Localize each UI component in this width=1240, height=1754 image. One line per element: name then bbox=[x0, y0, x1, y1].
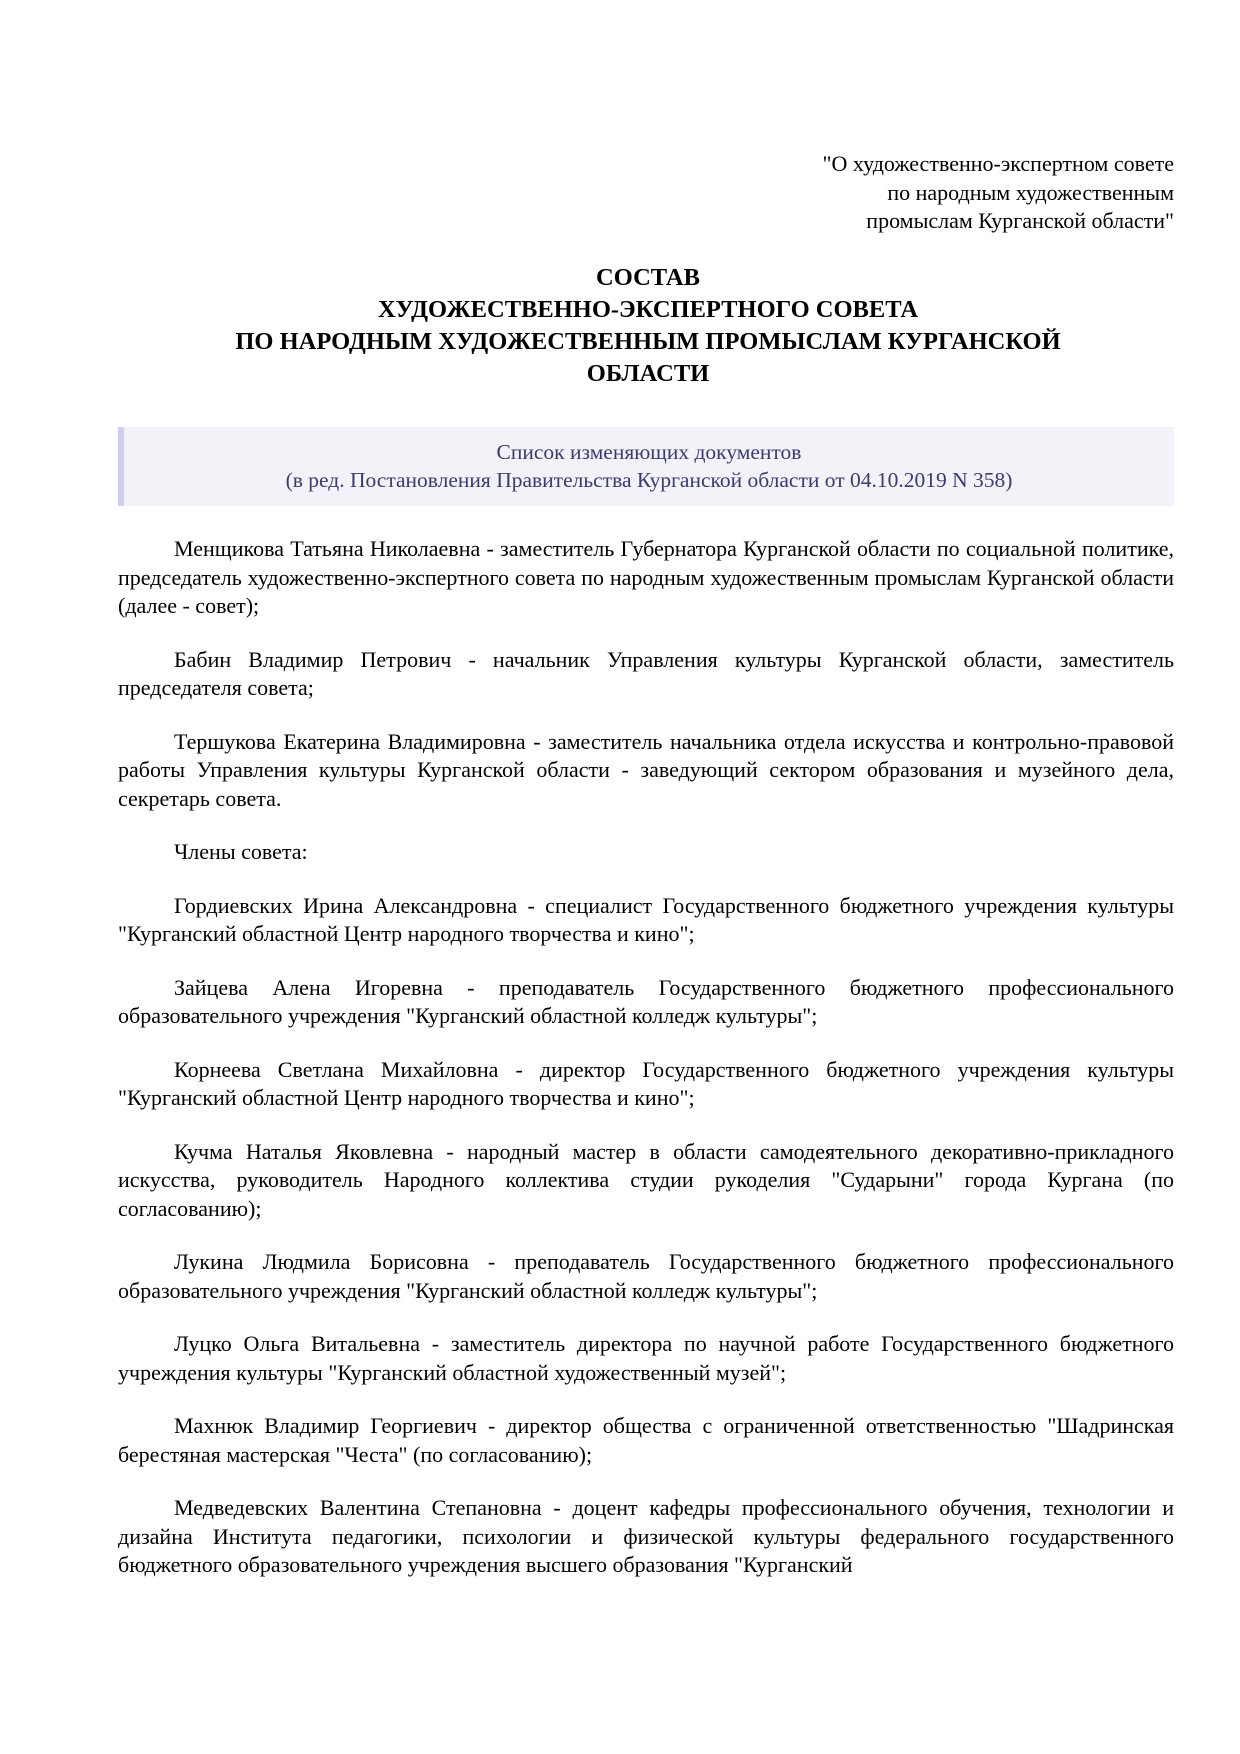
changes-box bbox=[118, 427, 1174, 506]
title-line: СОСТАВ bbox=[596, 264, 700, 291]
paragraph-members-heading: Члены совета: bbox=[174, 839, 308, 864]
title-line: ХУДОЖЕСТВЕННО-ЭКСПЕРТНОГО СОВЕТА bbox=[377, 296, 919, 323]
paragraph-member: Луцко Ольга Витальевна - заместитель директора по научной работе Государственного бюджетного учреждения культуры "Курганский областной художественный музей"; bbox=[118, 1331, 1174, 1385]
header-reference-line: по народным художественным bbox=[887, 179, 1174, 205]
paragraph-member: Медведевских Валентина Степановна - доцент кафедры профессионального обучения, технологии и дизайна Института педагогики, психологии и физической культуры федерального государственного бюджетного образовательного учреждения высшего образования "Курганский bbox=[118, 1495, 1174, 1577]
paragraph-member: Кучма Наталья Яковлевна - народный мастер в области самодеятельного декоративно-прикладного искусства, руководитель Народного коллектива студии рукоделия "Сударыни" города Кургана (по согласованию); bbox=[118, 1138, 1174, 1221]
title-line: ОБЛАСТИ bbox=[586, 360, 710, 387]
paragraph-secretary: Тершукова Екатерина Владимировна - заместитель начальника отдела искусства и контрольно-правовой работы Управления культуры Курганской области - заведующий сектором образования и музейного дела, секретарь совета. bbox=[118, 728, 1174, 811]
header-reference bbox=[654, 150, 1174, 236]
document-title bbox=[118, 262, 1178, 390]
changes-heading: Список изменяющих документов bbox=[496, 440, 802, 464]
header-reference-line: промыслам Курганской области" bbox=[866, 208, 1174, 233]
header-reference-line: "О художественно-экспертном совете bbox=[822, 151, 1174, 176]
paragraph-member: Зайцева Алена Игоревна - преподаватель Государственного бюджетного профессионального образовательного учреждения "Курганский областной колледж культуры"; bbox=[118, 974, 1174, 1028]
title-line: ПО НАРОДНЫМ ХУДОЖЕСТВЕННЫМ ПРОМЫСЛАМ КУРГАНСКОЙ bbox=[235, 328, 1061, 355]
paragraph-member: Лукина Людмила Борисовна - преподаватель Государственного бюджетного профессионального образовательного учреждения "Курганский областной колледж культуры"; bbox=[118, 1249, 1174, 1303]
paragraph-member: Махнюк Владимир Георгиевич - директор общества с ограниченной ответственностью "Шадринская берестяная мастерская "Честа" (по согласованию); bbox=[118, 1413, 1174, 1467]
paragraph-chairman: Менщикова Татьяна Николаевна - заместитель Губернатора Курганской области по социальной политике, председатель художественно-экспертного совета по народным художественным промыслам Курганской области (далее - совет); bbox=[118, 536, 1174, 618]
changes-reference: (в ред. Постановления Правительства Курганской области от 04.10.2019 N 358) bbox=[285, 468, 1013, 492]
paragraph-deputy-chairman: Бабин Владимир Петрович - начальник Управления культуры Курганской области, заместитель председателя совета; bbox=[118, 646, 1174, 700]
document-body bbox=[118, 535, 1174, 1580]
paragraph-member: Корнеева Светлана Михайловна - директор Государственного бюджетного учреждения культуры "Курганский областной Центр народного творчества и кино"; bbox=[118, 1056, 1174, 1110]
paragraph-member: Гордиевских Ирина Александровна - специалист Государственного бюджетного учреждения культуры "Курганский областной Центр народного творчества и кино"; bbox=[118, 892, 1174, 946]
